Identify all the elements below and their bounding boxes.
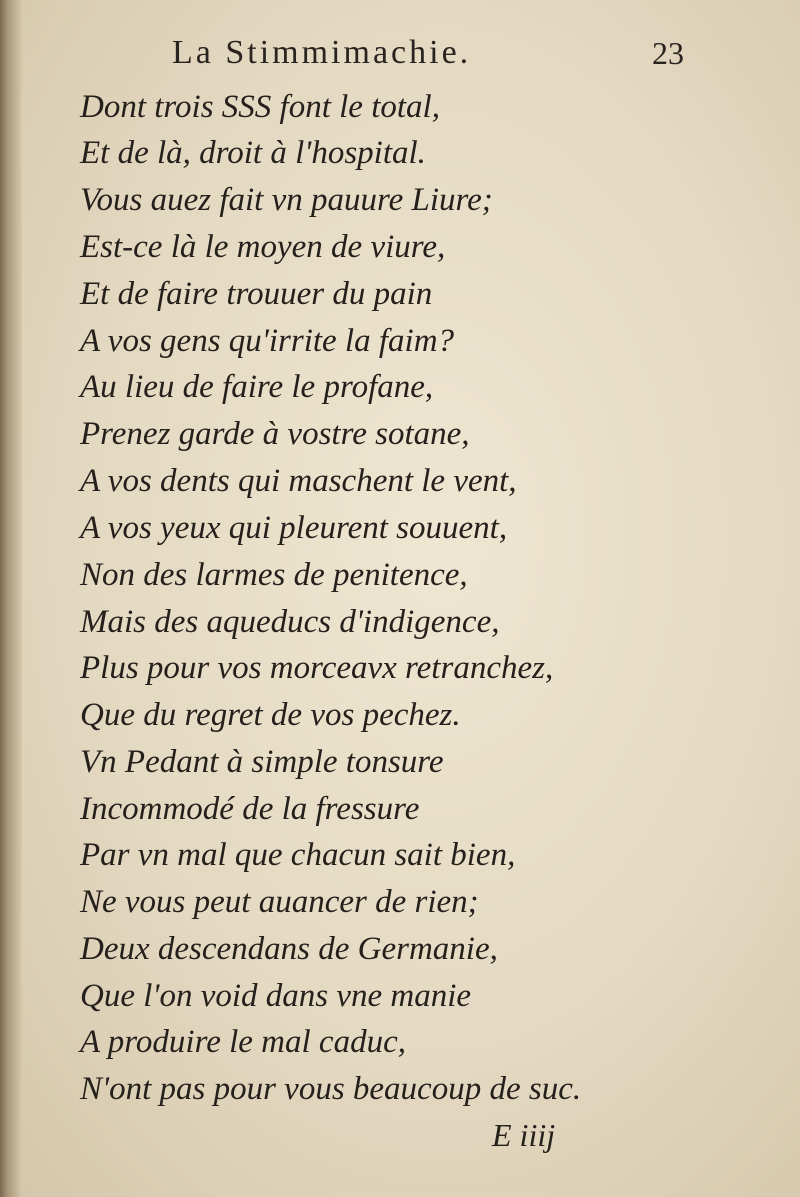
verse-line: Vn Pedant à simple tonsure [80, 744, 444, 780]
verse-line: Que l'on void dans vne manie [80, 978, 472, 1014]
verse-line: Plus pour vos morceavx retranchez, [80, 650, 554, 686]
verse-line: Et de faire trouuer du pain [80, 276, 433, 312]
verse-line: Dont trois SSS font le total, [80, 89, 440, 125]
verse-line: Ne vous peut auancer de rien; [80, 884, 479, 920]
running-header: La Stimmimachie. [172, 34, 472, 71]
page-number: 23 [652, 35, 684, 71]
verse-line: Prenez garde à vostre sotane, [80, 416, 470, 452]
verse-line: Que du regret de vos pechez. [80, 697, 461, 733]
verse-line: Non des larmes de penitence, [80, 557, 468, 593]
verse-line: A vos gens qu'irrite la faim? [80, 323, 455, 359]
verse-line: Incommodé de la fressure [80, 791, 420, 827]
verse-line: A vos dents qui maschent le vent, [80, 463, 517, 499]
verse-line: Vous auez fait vn pauure Liure; [80, 182, 493, 218]
verse-line: Est-ce là le moyen de viure, [80, 229, 446, 265]
verse-line: Au lieu de faire le profane, [80, 369, 434, 405]
verse-line: Deux descendans de Germanie, [80, 931, 498, 967]
signature-mark: E iiij [492, 1117, 556, 1153]
verse-line: A produire le mal caduc, [80, 1024, 406, 1060]
verse-line: N'ont pas pour vous beaucoup de suc. [80, 1071, 582, 1107]
verse-line: Par vn mal que chacun sait bien, [80, 837, 516, 873]
verse-line: A vos yeux qui pleurent souuent, [80, 510, 508, 546]
verse-line: Mais des aqueducs d'indigence, [80, 604, 500, 640]
verse-line: Et de là, droit à l'hospital. [80, 135, 426, 171]
